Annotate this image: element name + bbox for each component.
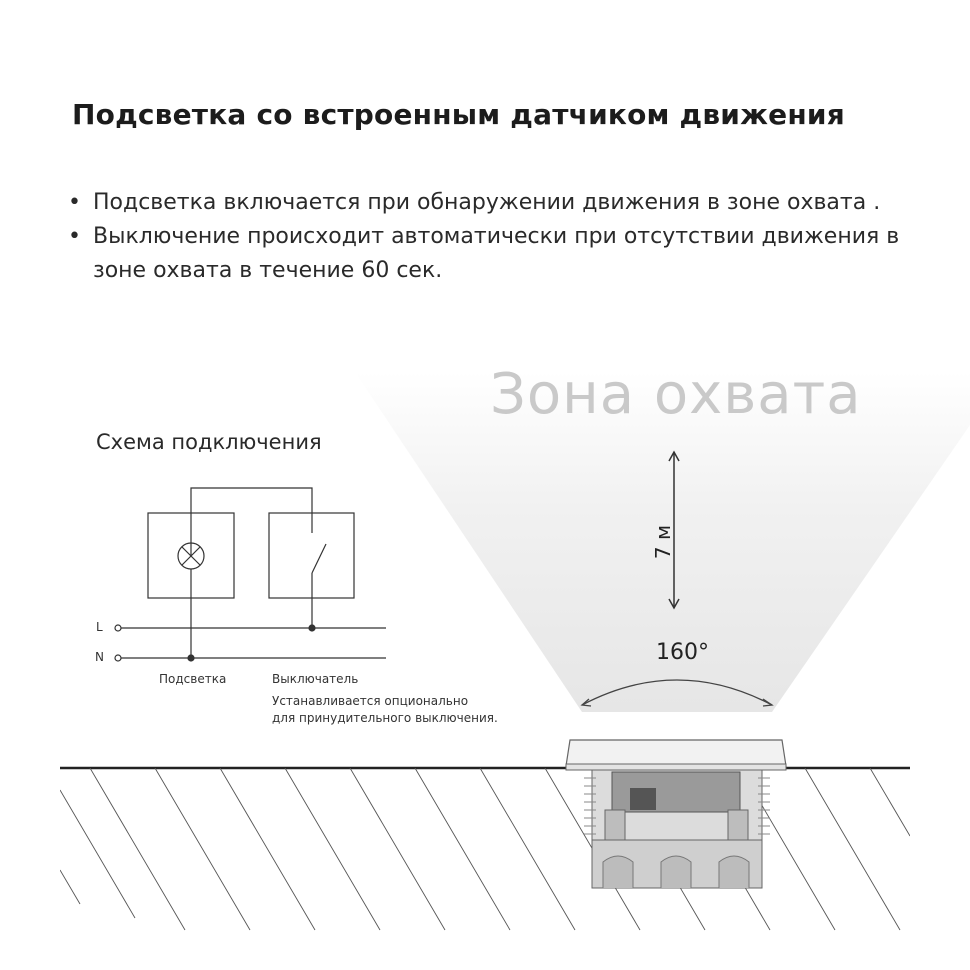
page-title: Подсветка со встроенным датчиком движения [72,98,845,131]
distance-label: 7 м [651,524,676,560]
zone-title: Зона охвата [490,362,862,427]
lamp-label: Подсветка [159,672,227,686]
bullet-text: Подсветка включается при обнаружении движения в зоне охвата . [93,190,881,215]
bullet-icon: • [68,224,81,249]
switch-contact [312,544,326,573]
switch-label: Выключатель [272,672,359,686]
sensor-device [566,740,786,888]
bullet-item [68,220,928,288]
line-n-label: N [95,650,104,664]
bullet-item [68,186,928,220]
scheme-title: Схема подключения [96,430,322,454]
wiring-scheme [115,488,386,661]
bullet-list [68,186,928,288]
ground-hatching [60,768,910,930]
line-l-label: L [96,620,103,634]
bullet-text: Выключение происходит автоматически при отсутствии движения в зоне охвата в течение 60 сек. [93,224,900,283]
switch-note [272,693,498,727]
switch-note-line: Устанавливается опционально [272,694,469,708]
angle-label: 160° [656,640,709,665]
bullet-icon: • [68,190,81,215]
switch-note-line: для принудительного выключения. [272,711,498,725]
